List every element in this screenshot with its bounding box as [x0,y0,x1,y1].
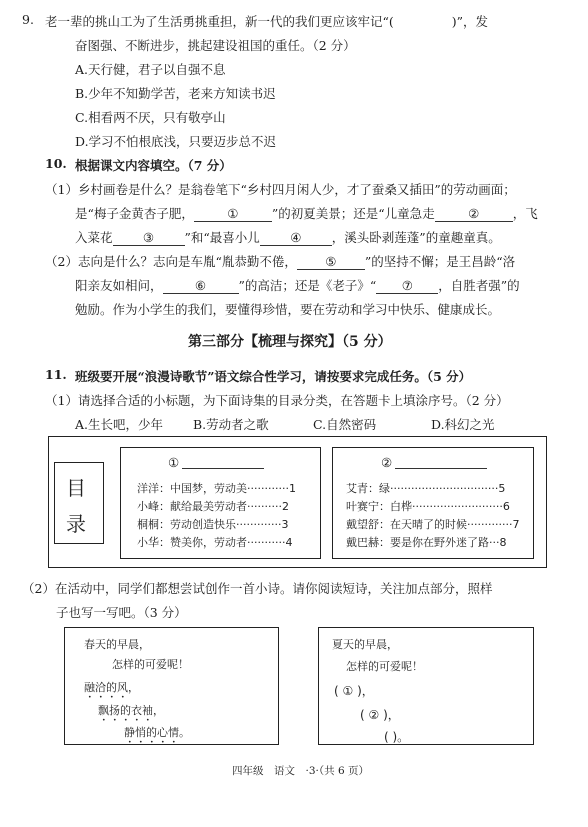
q10-p2-line2 [75,276,520,294]
q10-p2-l2-text-a: 阳亲友如相问， [75,278,163,293]
q10-number: 10. [45,156,67,171]
q11-option-b: B.劳动者之歌 [193,417,269,432]
q9-stem-end: )”，发 [451,14,489,29]
toc-left-row: 洋洋：中国梦，劳动美············1 [137,482,296,495]
q10-p1-line2 [75,204,538,222]
poem-right-line2: 怎样的可爱呢！ [346,660,423,673]
q9-option-b: B.少年不知勤学苦，老来方知读书迟 [75,86,276,101]
toc-left-label-line [182,468,264,469]
blank-1[interactable]: ① [194,207,272,222]
poem-left-line1: 春天的早晨， [84,638,150,651]
poem-right-line1: 夏天的早晨， [332,638,398,651]
q10-title: 根据课文内容填空。（7 分） [75,158,232,173]
toc-title-char1: 目 [66,476,86,500]
q10-p1-l2-text-a: 是“梅子金黄杏子肥， [75,206,194,221]
poem-left-line2: 怎样的可爱呢！ [112,658,189,671]
toc-left-row: 小峰：献给最美劳动者··········2 [137,500,289,513]
toc-right-label: ② [381,455,393,470]
toc-left-row: 小华：赞美你，劳动者···········4 [137,536,293,549]
q11-sub2-line2: 子也写一写吧。（3 分） [56,605,187,620]
q10-p2-line3: 勉励。作为小学生的我们，要懂得珍惜，要在劳动和学习中快乐、健康成长。 [75,302,501,317]
blank-2[interactable]: ② [435,207,513,222]
toc-left-row: 桐桐：劳动创造快乐·············3 [137,518,289,531]
poem-right-blank2[interactable]: ( ② )， [360,708,400,722]
q10-p1-l3-text-c: ，溪头卧剥莲蓬”的童趣童真。 [331,230,501,245]
toc-right-label-line [395,468,487,469]
q11-option-a: A.生长吧，少年 [75,417,164,432]
q10-p1-line3 [75,228,501,246]
q10-p2-l2-text-b: ”的高洁；还是《老子》“ [238,278,377,293]
q11-stem: 班级要开展“浪漫诗歌节”语文综合性学习，请按要求完成任务。（5 分） [75,369,472,384]
q10-p2-l1-text-a: （2）志向是什么？志向是车胤“胤恭勤不倦， [45,254,297,269]
blank-6[interactable]: ⑥ [163,279,239,294]
q10-p1-line1: （1）乡村画卷是什么？是翁卷笔下“乡村四月闲人少，才了蚕桑又插田”的劳动画面； [45,182,516,197]
toc-right-row: 戴望舒：在天晴了的时候·············7 [346,518,520,531]
q9-stem-line1 [45,12,488,30]
page-footer: 四年级 语文 ·3·（共 6 页） [232,765,369,777]
q11-sub1: （1）请选择合适的小标题，为下面诗集的目录分类，在答题卡上填涂序号。（2 分） [45,393,509,408]
poem-right-blank1[interactable]: ( ① )， [334,684,374,698]
q11-option-c: C.自然密码 [313,417,377,432]
q9-option-a: A.天行健，君子以自强不息 [75,62,226,77]
blank-7[interactable]: ⑦ [376,279,438,294]
q10-p1-l3-text-a: 入菜花 [75,230,113,245]
q10-p2-l2-text-c: ，自胜者强”的 [438,278,520,293]
q11-number: 11. [45,367,67,382]
blank-4[interactable]: ④ [260,231,332,246]
q10-p1-l3-text-b: ”和“最喜小儿 [184,230,260,245]
toc-title-char2: 录 [66,512,86,536]
q10-p2-l1-text-b: ”的坚持不懈；是王昌龄“洛 [364,254,516,269]
q9-option-c: C.相看两不厌，只有敬亭山 [75,110,226,125]
toc-right-row: 艾青：绿·······························5 [346,482,506,495]
q9-stem-text: 老一辈的挑山工为了生活勇挑重担，新一代的我们更应该牢记“( [45,14,394,29]
poem-left-line4: 飘扬的衣袖， [98,704,164,717]
part3-title: 第三部分【梳理与探究】（5 分） [188,334,392,350]
q11-option-d: D.科幻之光 [431,417,495,432]
q10-p2-line1 [45,252,515,270]
toc-right-row: 叶赛宁：白桦··························6 [346,500,510,513]
blank-5[interactable]: ⑤ [297,255,365,270]
q9-option-d: D.学习不怕根底浅，只要迈步总不迟 [75,134,277,149]
poem-left-line3: 融洽的风， [84,681,139,694]
toc-left-label: ① [168,455,180,470]
q10-p1-l2-text-c: ，飞 [512,206,538,221]
q10-p1-l2-text-b: ”的初夏美景；还是“儿童急走 [271,206,435,221]
poem-left-line5: 静悄的心情。 [124,726,190,739]
q9-stem-line2: 奋图强、不断进步，挑起建设祖国的重任。（2 分） [75,38,356,53]
q11-sub2-line1: （2）在活动中，同学们都想尝试创作一首小诗。请你阅读短诗，关注加点部分，照样 [22,581,493,596]
poem-right-blank3[interactable]: ( )。 [384,730,410,744]
blank-3[interactable]: ③ [113,231,185,246]
q9-number: 9. [22,12,34,27]
toc-right-row: 戴巴赫：要是你在野外迷了路···8 [346,536,507,549]
